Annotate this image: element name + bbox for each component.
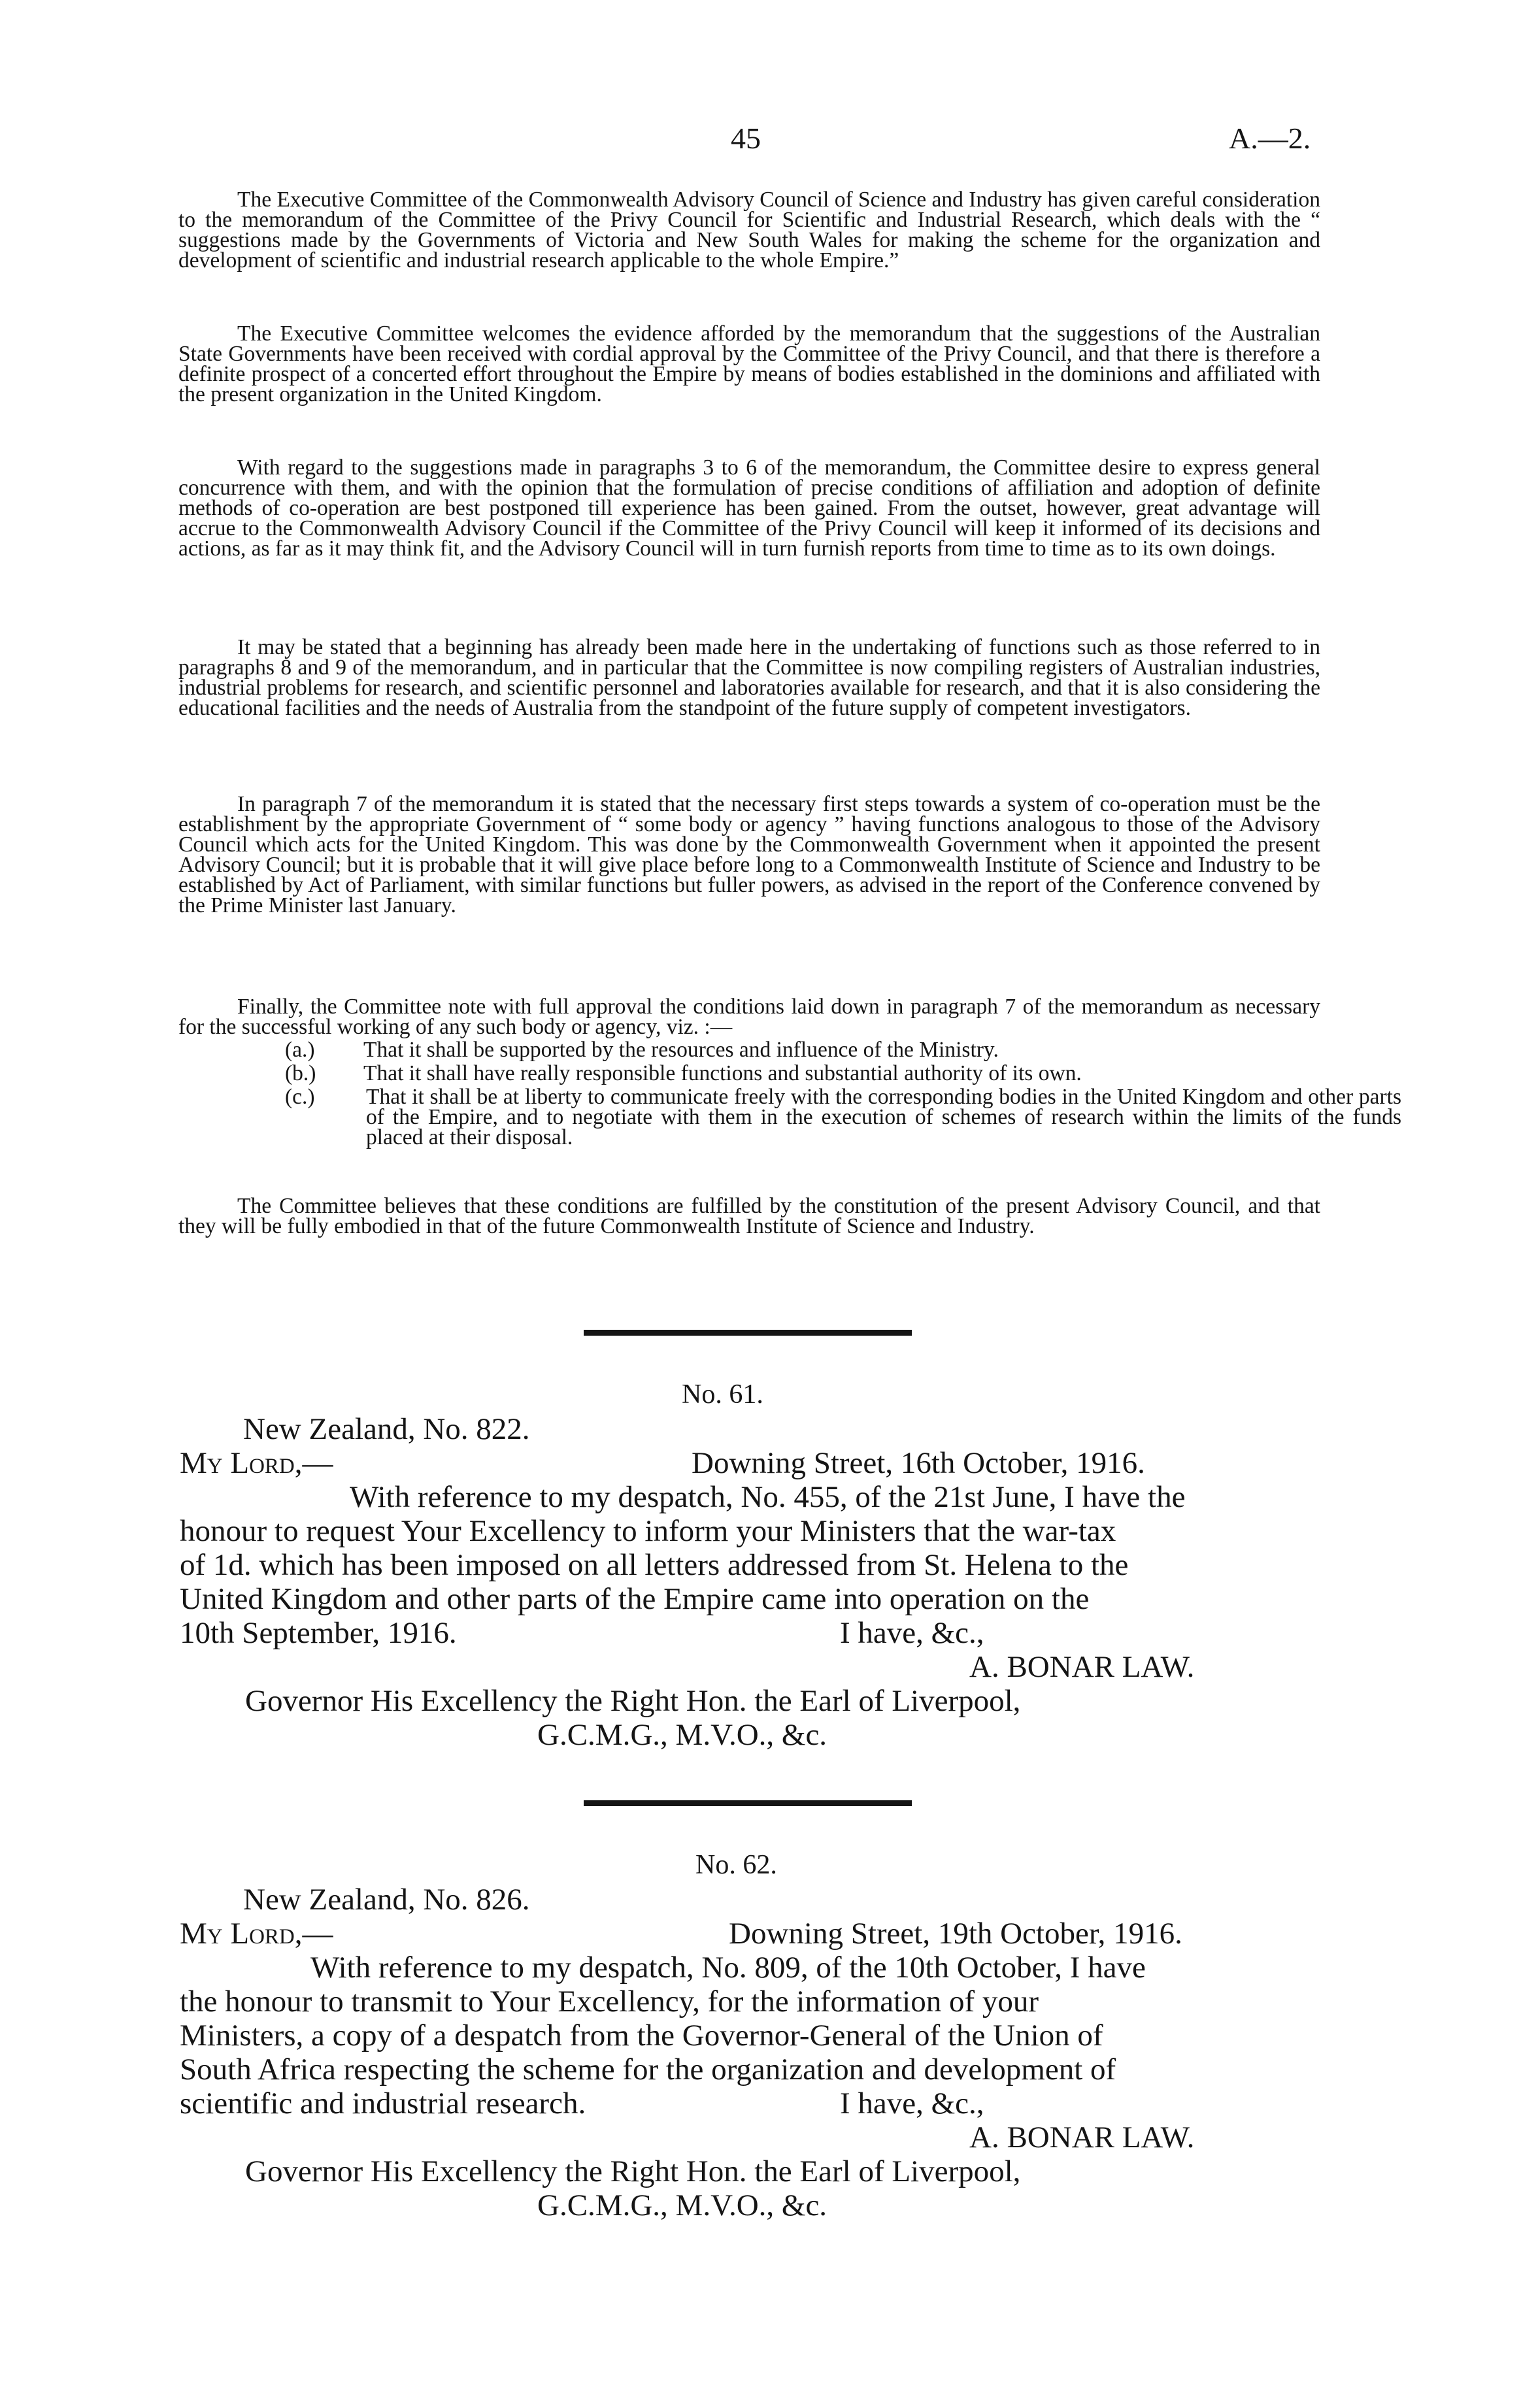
report-paragraph-1: The Executive Committee of the Commonwealth Advisory Council of Science and Industry has given careful consideration to the memorandum of the Committee of the Privy Council for Scientific and Industrial Research, which deals with the “ suggestions made by the Governments of Victoria and New South Wales for making the scheme for the organization and development of scientific and industrial research applicable to the whole Empire.” (178, 188, 1320, 272)
document-reference: A.—2. (1229, 122, 1311, 155)
addressee-honours: G.C.M.G., M.V.O., &c. (537, 1718, 827, 1752)
condition-b: (b.) That it shall have really responsible functions and substantial authority of its own. (285, 1061, 1082, 1085)
report-paragraph-4: It may be stated that a beginning has already been made here in the undertaking of functions such as those referred to in paragraphs 8 and 9 of the memorandum, and in particular that the Committee is now compiling registers of Australian industries, industrial problems for research, and scientific personnel and laboratories available for research, and that it is also considering the educational facilities and the needs of Australia from the standpoint of the future supply of competent investigators. (178, 635, 1320, 720)
addressee: Governor His Excellency the Right Hon. the Earl of Liverpool, (245, 2154, 1021, 2188)
report-paragraph-3: With regard to the suggestions made in paragraphs 3 to 6 of the memorandum, the Committee desire to express general concurrence with them, and with the opinion that the formulation of precise conditions of affiliation and adoption of definite methods of co-operation are best postponed till experience has been gained. From the outset, however, great advantage will accrue to the Commonwealth Advisory Council if the Committee of the Privy Council will keep it informed of its decisions and actions, as far as it may think fit, and the Advisory Council will in turn furnish reports from time to time as to its own doings. (178, 455, 1320, 561)
addressee: Governor His Excellency the Right Hon. the Earl of Liverpool, (245, 1684, 1021, 1718)
sign-off: I have, &c., (840, 1616, 984, 1650)
sign-off: I have, &c., (840, 2086, 984, 2120)
salutation: My Lord,— (180, 1917, 333, 1951)
section-divider (584, 1800, 912, 1806)
body-line: United Kingdom and other parts of the Empire came into operation on the (180, 1582, 1090, 1616)
body-line: With reference to my despatch, No. 809, of the 10th October, I have (310, 1951, 1146, 1985)
body-line: With reference to my despatch, No. 455, of the 21st June, I have the (350, 1480, 1186, 1514)
condition-a: (a.) That it shall be supported by the resources and influence of the Ministry. (285, 1038, 999, 1062)
salutation: My Lord,— (180, 1446, 333, 1480)
body-line: the honour to transmit to Your Excellency, for the information of your (180, 1985, 1039, 2019)
page-number: 45 (731, 122, 761, 155)
despatch-number: No. 62. (695, 1850, 777, 1880)
signature: A. BONAR LAW. (969, 2120, 1195, 2154)
report-paragraph-2: The Executive Committee welcomes the evidence afforded by the memorandum that the suggestions of the Australian State Governments have been received with cordial approval by the Committee of the Privy Council, and that there is therefore a definite prospect of a concerted effort throughout the Empire by means of bodies established in the dominions and affiliated with the present organization in the United Kingdom. (178, 322, 1320, 406)
place-date: Downing Street, 16th October, 1916. (692, 1446, 1145, 1480)
body-line: of 1d. which has been imposed on all letters addressed from St. Helena to the (180, 1548, 1129, 1582)
section-divider (584, 1330, 912, 1336)
addressee-honours: G.C.M.G., M.V.O., &c. (537, 2188, 827, 2222)
despatch-reference: New Zealand, No. 826. (243, 1883, 530, 1917)
despatch-reference: New Zealand, No. 822. (243, 1412, 530, 1446)
place-date: Downing Street, 19th October, 1916. (729, 1917, 1182, 1951)
body-line: honour to request Your Excellency to inform your Ministers that the war-tax (180, 1514, 1116, 1548)
despatch-number: No. 61. (682, 1379, 763, 1410)
body-line: 10th September, 1916. (180, 1616, 457, 1650)
report-paragraph-5: In paragraph 7 of the memorandum it is stated that the necessary first steps towards a system of co-operation must be the establishment by the appropriate Government of “ some body or agency ” having functions analogous to those of the Advisory Council which acts for the United Kingdom. This was done by the Commonwealth Government when it appointed the present Advisory Council; but it is probable that it will give place before long to a Commonwealth Institute of Science and Industry to be established by Act of Parliament, with similar functions but fuller powers, as advised in the report of the Conference convened by the Prime Minister last January. (178, 792, 1320, 917)
body-line: scientific and industrial research. (180, 2086, 586, 2120)
signature: A. BONAR LAW. (969, 1650, 1195, 1684)
body-line: Ministers, a copy of a despatch from the Governor-General of the Union of (180, 2019, 1103, 2053)
body-line: South Africa respecting the scheme for the organization and development of (180, 2053, 1116, 2086)
condition-c: (c.) That it shall be at liberty to communicate freely with the corresponding bodies in the United Kingdom and other parts of the Empire, and to negotiate with them in the execution of schemes of research within the limits of the funds placed at their disposal. (285, 1085, 1401, 1149)
report-paragraph-6: Finally, the Committee note with full approval the conditions laid down in paragraph 7 of the memorandum as necessary for the successful working of any such body or agency, viz. :— (178, 995, 1320, 1039)
report-closing: The Committee believes that these conditions are fulfilled by the constitution of the present Advisory Council, and that they will be fully embodied in that of the future Commonwealth Institute of Science and Industry. (178, 1194, 1320, 1238)
